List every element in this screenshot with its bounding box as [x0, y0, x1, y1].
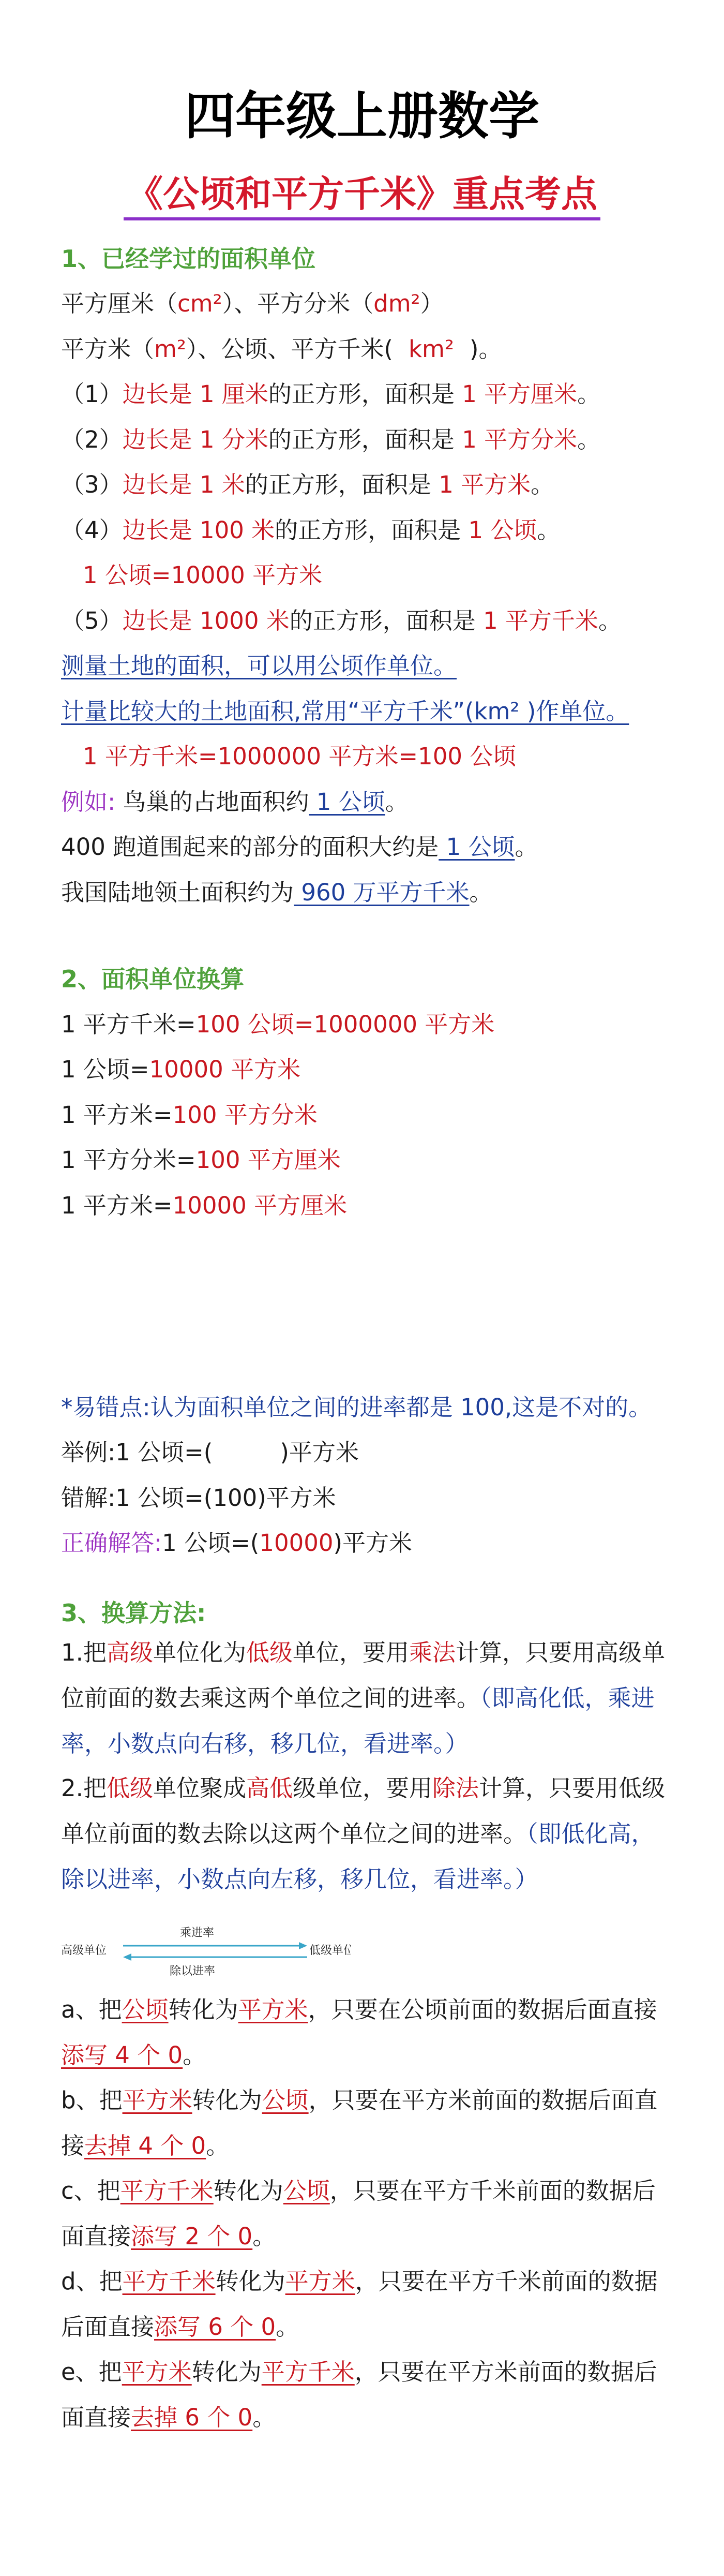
- text: d、把: [61, 2268, 123, 2295]
- common-mistake: *易错点:认为面积单位之间的进率都是 100,这是不对的。: [61, 1394, 652, 1421]
- tip: （即低化高，除以进率，小数点向左移，移几位，看进率。）: [61, 1820, 655, 1893]
- highlight: 低级: [106, 1774, 153, 1802]
- text: 1 公顷=: [61, 1056, 149, 1083]
- unit-symbol: cm²: [177, 290, 222, 317]
- note-large-land: 计量比较大的土地面积,常用“平方千米”(km² )作单位。: [61, 698, 629, 725]
- example-line: [61, 786, 409, 819]
- section-1-heading: 1、已经学过的面积单位: [61, 245, 316, 273]
- text: 。: [598, 607, 622, 634]
- highlight: 高级: [106, 1639, 153, 1666]
- diagram-right-label: 低级单位: [309, 1944, 351, 1957]
- conversion-row: [61, 1144, 341, 1177]
- highlight: 10000 平方厘米: [172, 1192, 348, 1219]
- highlight: 平方米: [285, 2268, 355, 2295]
- text: )平方米: [280, 1439, 359, 1466]
- text: 400 跑道围起来的部分的面积大约是: [61, 833, 439, 861]
- text: 2.把: [61, 1774, 107, 1802]
- text: 级单位，要用: [292, 1774, 432, 1802]
- text: 。: [252, 2223, 276, 2250]
- conversion-row: [61, 1053, 300, 1086]
- highlight: 低级: [246, 1639, 293, 1666]
- method-paragraph-2: [61, 1766, 676, 1902]
- highlight: 高低: [246, 1774, 293, 1802]
- method-e: [61, 2349, 676, 2440]
- example-question: [61, 1436, 359, 1469]
- wrong-answer: 错解:1 公顷=(100)平方米: [61, 1484, 336, 1512]
- text: ，只要在平方千米前面的数据后面直接: [61, 2177, 656, 2250]
- item-number: （4）: [61, 516, 123, 544]
- unit-symbol: km²: [408, 335, 454, 363]
- answer: 1 公顷: [309, 788, 385, 816]
- highlight: 去掉 4 个 0: [84, 2132, 206, 2159]
- text: 平方米（: [61, 335, 155, 363]
- highlight: 平方千米: [120, 2177, 214, 2204]
- list-item: [61, 423, 600, 456]
- text: ）、公顷、平方千米(: [186, 335, 393, 363]
- diagram-left-label: 高级单位: [61, 1944, 107, 1957]
- correct-answer: [61, 1527, 412, 1560]
- arrow-right-icon: [299, 1942, 307, 1949]
- method-d: [61, 2259, 676, 2350]
- example-line: [61, 831, 538, 864]
- text: 的正方形，面积是: [245, 471, 431, 498]
- highlight: 乘法: [409, 1639, 456, 1666]
- arrow-left-icon: [123, 1953, 131, 1961]
- unit-symbol: dm²: [373, 290, 420, 317]
- text: 。: [537, 516, 561, 544]
- highlight: 去掉 6 个 0: [131, 2404, 253, 2431]
- method-b: [61, 2078, 676, 2169]
- text: 转化为: [215, 2268, 285, 2295]
- text: 鸟巢的占地面积约: [115, 788, 309, 816]
- units-line-2: [61, 333, 502, 366]
- text: 单位，要用: [292, 1639, 409, 1666]
- highlight: 边长是 1 米: [122, 471, 245, 498]
- text: 1 平方分米=: [61, 1146, 196, 1174]
- page-subtitle: [0, 172, 724, 216]
- text: 的正方形，面积是: [289, 607, 476, 634]
- conversion-row: [61, 1099, 318, 1132]
- text: ，只要在公顷前面的数据后面直接: [308, 1996, 657, 2023]
- text: 1 公顷=(: [162, 1529, 260, 1557]
- note-km2: 1 平方千米=1000000 平方米=100 公顷: [83, 743, 517, 770]
- text: )。: [469, 335, 502, 363]
- method-a: [61, 1987, 676, 2078]
- highlight: 100 平方分米: [172, 1101, 318, 1129]
- item-number: （5）: [61, 607, 123, 634]
- highlight: 1 平方千米: [475, 607, 599, 634]
- highlight: 平方米: [122, 2086, 192, 2114]
- text: )平方米: [333, 1529, 413, 1557]
- text: b、把: [61, 2086, 123, 2114]
- item-number: （1）: [61, 380, 123, 408]
- text: 的正方形，面积是: [268, 426, 455, 453]
- text: 。: [252, 2404, 276, 2431]
- text: 计算，只要用低级单位前面的数去除以这两个单位之间的进率。: [61, 1774, 666, 1847]
- highlight: 公顷: [262, 2086, 309, 2114]
- text: 转化为: [168, 1996, 238, 2023]
- text: 1 平方千米=: [61, 1011, 196, 1038]
- highlight: 平方千米: [122, 2268, 216, 2295]
- text: c、把: [61, 2177, 120, 2204]
- highlight: 添写 4 个 0: [61, 2041, 183, 2069]
- highlight: 公顷: [122, 1996, 169, 2023]
- page-title: 四年级上册数学: [184, 87, 539, 146]
- text: 的正方形，面积是: [268, 380, 455, 408]
- highlight: 添写 2 个 0: [131, 2223, 253, 2250]
- section-3-heading: 3、换算方法:: [61, 1599, 206, 1627]
- text: 单位聚成: [153, 1774, 246, 1802]
- highlight: 100 平方厘米: [195, 1146, 341, 1174]
- answer: 1 公顷: [439, 833, 515, 861]
- section-2-heading: 2、面积单位换算: [61, 965, 245, 993]
- example-label: 例如:: [61, 788, 116, 816]
- highlight: 10000 平方米: [149, 1056, 301, 1083]
- units-line-1: [61, 287, 444, 320]
- highlight: 1 平方厘米: [454, 380, 578, 408]
- text: 1 平方米=: [61, 1192, 173, 1219]
- text: 计算，只要用高级单位前面的数去乘这两个单位之间的进率。: [61, 1639, 666, 1712]
- conversion-row: [61, 1008, 494, 1041]
- highlight: 10000: [259, 1529, 334, 1557]
- text: e、把: [61, 2358, 122, 2386]
- example-line: [61, 876, 493, 909]
- text: ，只要在平方千米前面的数据后面直接: [61, 2268, 658, 2341]
- unit-symbol: m²: [154, 335, 186, 363]
- tip: （即高化低，乘进率，小数点向右移，移几位，看进率。）: [61, 1684, 655, 1757]
- text: 1 平方米=: [61, 1101, 173, 1129]
- highlight: 边长是 1 厘米: [122, 380, 268, 408]
- list-item: [61, 514, 560, 547]
- highlight: 边长是 1000 米: [122, 607, 290, 634]
- highlight: 平方米: [122, 2358, 192, 2386]
- method-paragraph-1: [61, 1630, 676, 1767]
- text: ，只要在平方米前面的数据后面直接: [61, 2086, 658, 2159]
- highlight: 1 公顷: [461, 516, 537, 544]
- text: 。: [206, 2132, 230, 2159]
- text: 转化为: [213, 2177, 283, 2204]
- text: ，只要在平方米前面的数据后面直接: [61, 2358, 657, 2431]
- text: 1.把: [61, 1639, 107, 1666]
- highlight: 平方米: [238, 1996, 308, 2023]
- text: 。: [531, 471, 554, 498]
- text: 的正方形，面积是: [275, 516, 461, 544]
- text: 平方厘米（: [61, 290, 178, 317]
- item-number: （3）: [61, 471, 123, 498]
- highlight: 1 平方分米: [454, 426, 578, 453]
- list-item: [61, 468, 554, 501]
- subtitle-text: 《公顷和平方千米》重点考点: [124, 173, 600, 220]
- text: 我国陆地领土面积约为: [61, 879, 294, 906]
- conversion-diagram: [61, 1925, 351, 1977]
- text: a、把: [61, 1996, 122, 2023]
- conversion-arrows: [61, 1925, 351, 1977]
- highlight: 100 公顷=1000000 平方米: [195, 1011, 495, 1038]
- text: 。: [183, 2041, 206, 2069]
- item-number: （2）: [61, 426, 123, 453]
- note-hectare: 1 公顷=10000 平方米: [83, 561, 323, 589]
- highlight: 1 平方米: [431, 471, 531, 498]
- answer: 960 万平方千米: [294, 879, 470, 906]
- diagram-top-label: 乘进率: [180, 1927, 215, 1940]
- text: ）: [420, 290, 444, 317]
- highlight: 公顷: [283, 2177, 330, 2204]
- list-item: [61, 604, 622, 638]
- text: 。: [577, 426, 601, 453]
- method-c: [61, 2168, 676, 2259]
- text: 。: [276, 2313, 299, 2341]
- text: 。: [577, 380, 601, 408]
- text: 。: [469, 879, 493, 906]
- list-item: [61, 378, 600, 411]
- highlight: 边长是 1 分米: [122, 426, 268, 453]
- highlight: 平方千米: [261, 2358, 355, 2386]
- conversion-row: [61, 1189, 347, 1222]
- text: 。: [385, 788, 409, 816]
- note-land-measure: 测量土地的面积，可以用公顷作单位。: [61, 652, 457, 679]
- text: 举例:1 公顷=(: [61, 1439, 213, 1466]
- text: 。: [515, 833, 538, 861]
- highlight: 添写 6 个 0: [154, 2313, 276, 2341]
- text: 转化为: [191, 2358, 262, 2386]
- highlight: 边长是 100 米: [122, 516, 275, 544]
- text: 转化为: [192, 2086, 262, 2114]
- highlight: 除法: [432, 1774, 479, 1802]
- text: ）、平方分米（: [222, 290, 374, 317]
- diagram-bottom-label: 除以进率: [170, 1965, 216, 1977]
- text: 单位化为: [153, 1639, 246, 1666]
- correct-label: 正确解答:: [61, 1529, 162, 1557]
